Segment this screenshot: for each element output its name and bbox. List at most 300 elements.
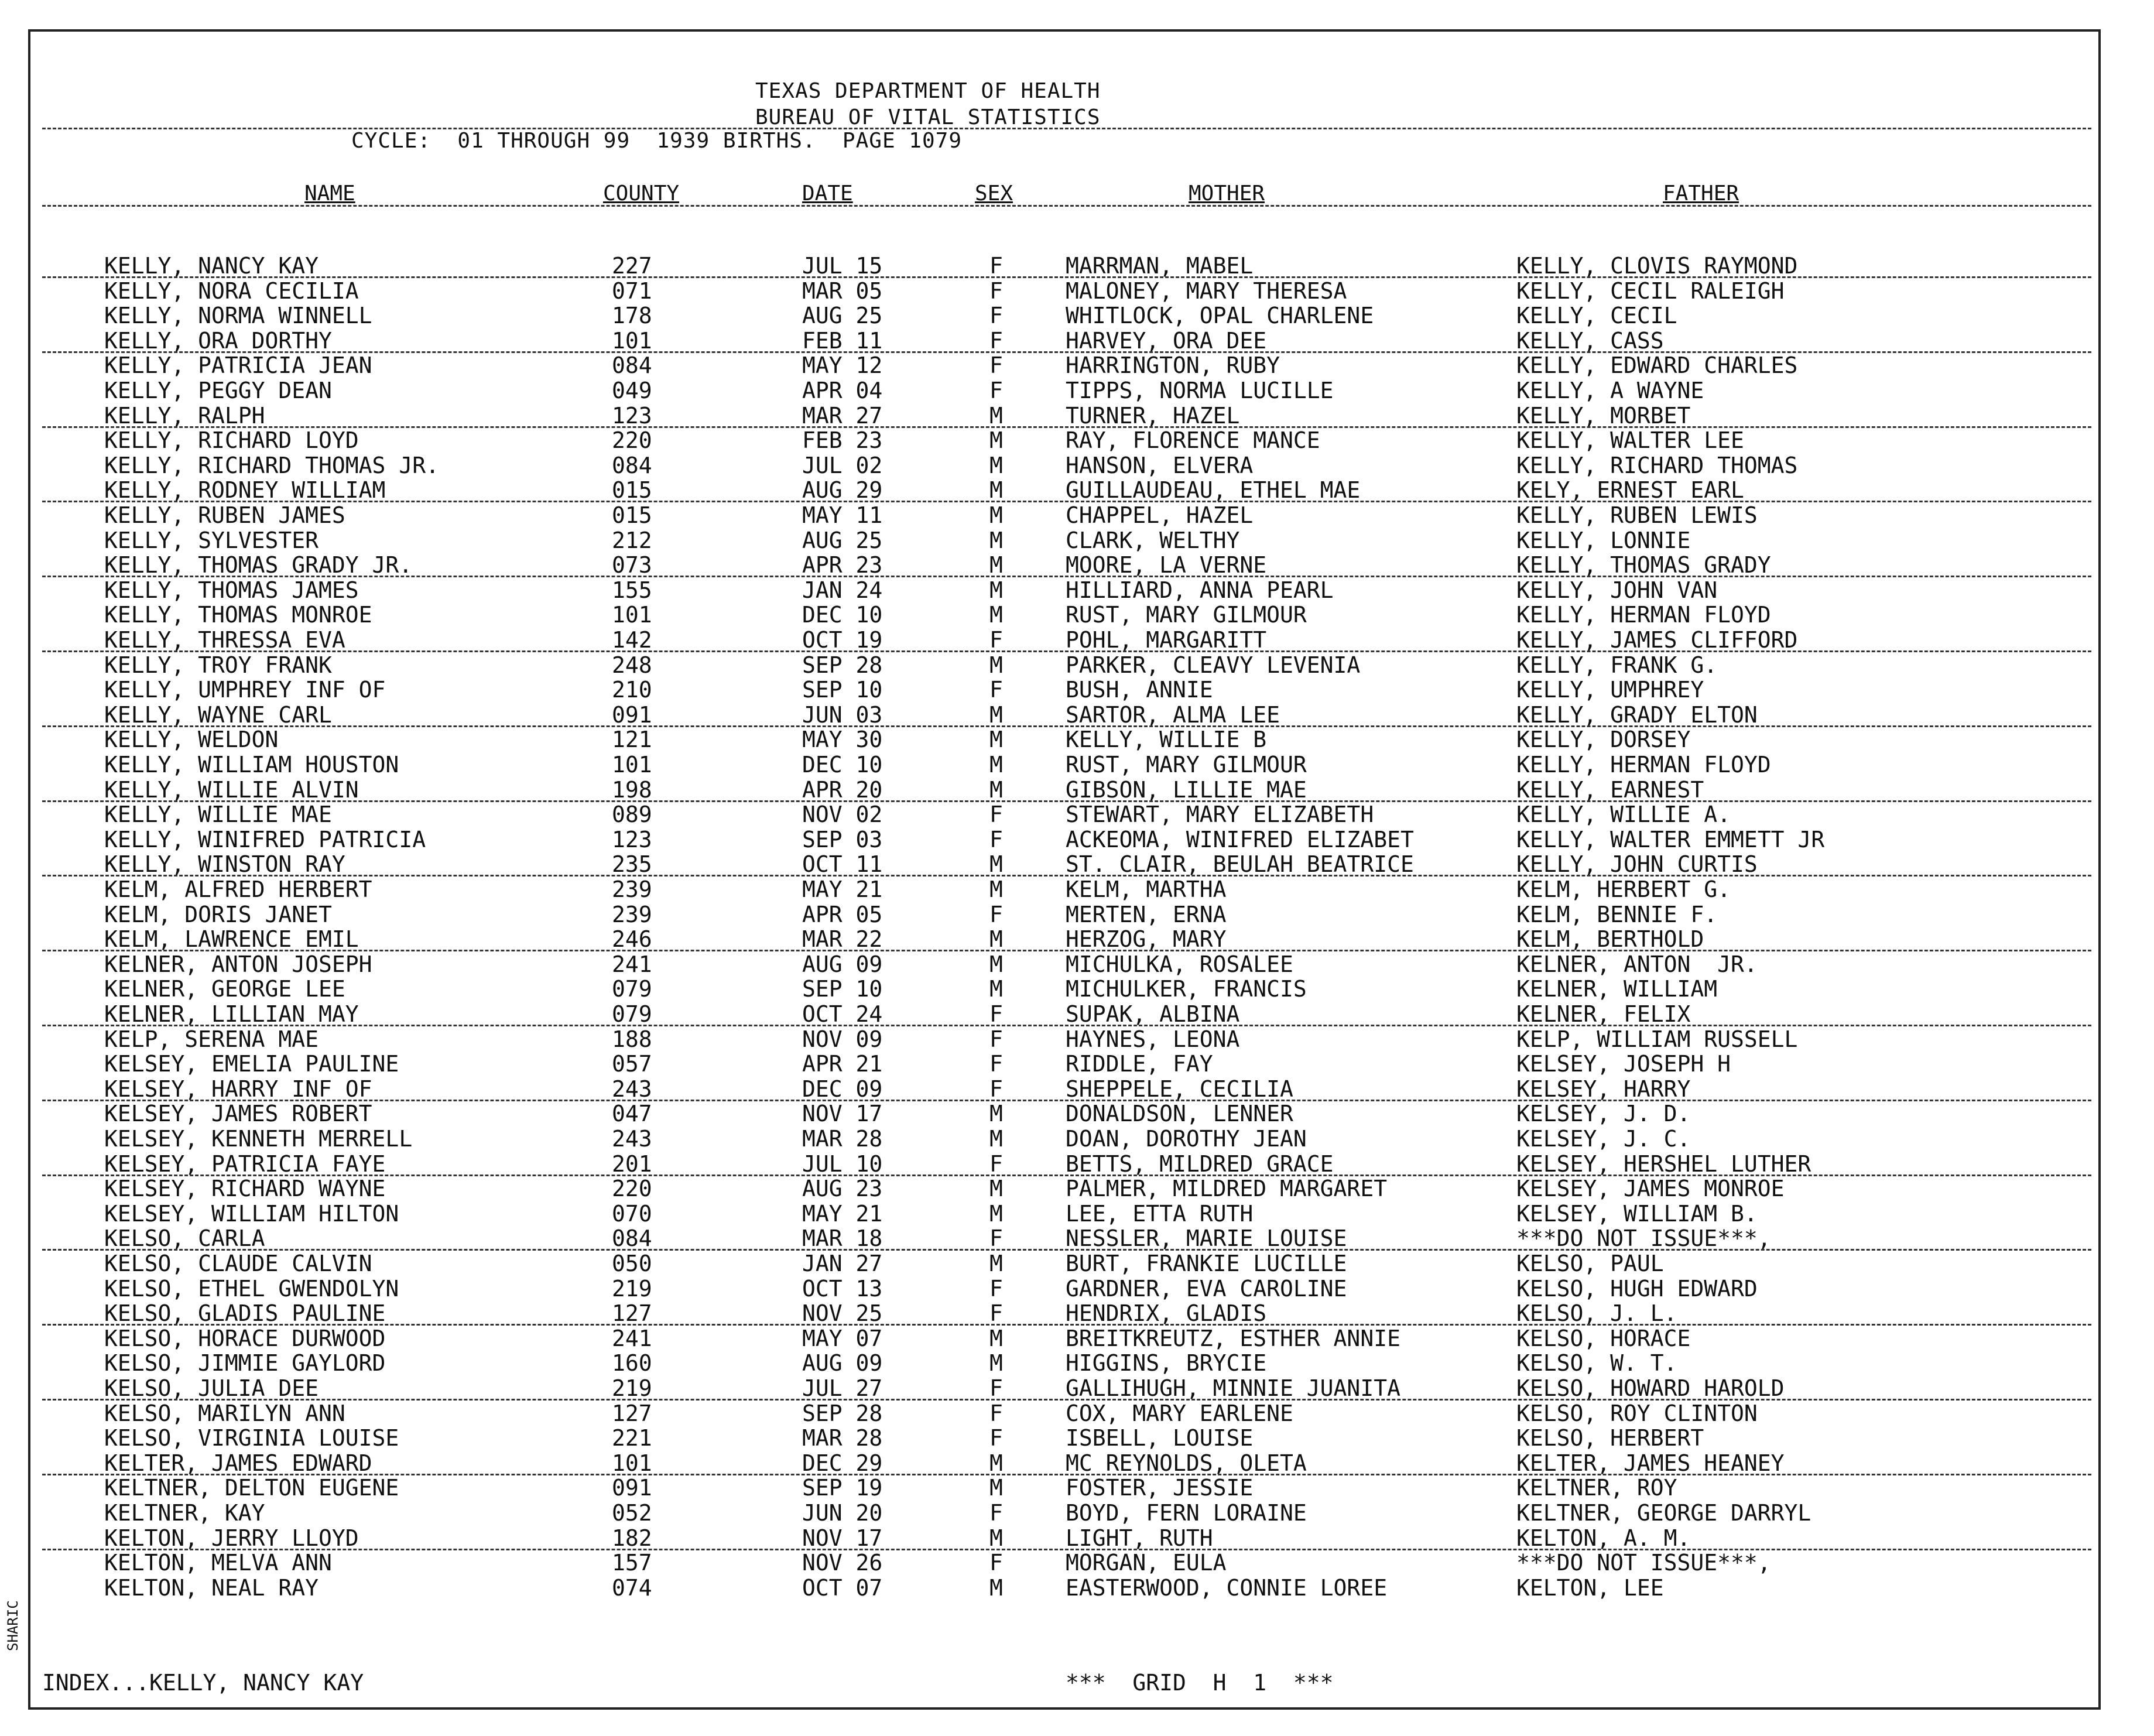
cell-mother: MC REYNOLDS, OLETA bbox=[1066, 1450, 1307, 1476]
cell-sex: F bbox=[989, 352, 1003, 379]
table-row bbox=[0, 427, 2108, 453]
header-department: TEXAS DEPARTMENT OF HEALTH bbox=[755, 79, 1101, 103]
cell-name: KELNER, ANTON JOSEPH bbox=[104, 951, 372, 977]
cell-father: ***DO NOT ISSUE***, bbox=[1516, 1225, 1771, 1252]
cell-county: 074 bbox=[612, 1574, 652, 1601]
cell-date: SEP 10 bbox=[802, 976, 883, 1002]
cell-father: KELSO, HERBERT bbox=[1516, 1425, 1704, 1451]
cell-name: KELM, ALFRED HERBERT bbox=[104, 876, 372, 902]
table-row bbox=[0, 1401, 2108, 1426]
cell-name: KELNER, LILLIAN MAY bbox=[104, 1001, 359, 1027]
cell-father: KELLY, HERMAN FLOYD bbox=[1516, 602, 1771, 628]
cell-mother: PARKER, CLEAVY LEVENIA bbox=[1066, 652, 1361, 678]
cell-date: APR 04 bbox=[802, 378, 883, 403]
cell-mother: GARDNER, EVA CAROLINE bbox=[1066, 1275, 1347, 1302]
cell-mother: HIGGINS, BRYCIE bbox=[1066, 1350, 1267, 1377]
cell-sex: M bbox=[989, 1200, 1003, 1227]
cell-name: KELLY, THOMAS GRADY JR. bbox=[104, 552, 413, 578]
cell-mother: SUPAK, ALBINA bbox=[1066, 1001, 1240, 1027]
table-row bbox=[0, 951, 2108, 977]
cell-father: KELLY, DORSEY bbox=[1516, 727, 1691, 753]
cell-county: 246 bbox=[612, 926, 652, 953]
cell-name: KELLY, WELDON bbox=[104, 727, 279, 753]
cell-father: KELLY, WALTER LEE bbox=[1516, 427, 1744, 454]
cell-father: KELLY, CECIL RALEIGH bbox=[1516, 278, 1785, 304]
cell-father: KELSO, HUGH EDWARD bbox=[1516, 1275, 1758, 1302]
cell-county: 198 bbox=[612, 776, 652, 803]
table-row bbox=[0, 752, 2108, 778]
cell-sex: F bbox=[989, 253, 1003, 279]
cell-father: KELSO, PAUL bbox=[1516, 1251, 1664, 1276]
cell-father: KELM, HERBERT G. bbox=[1516, 876, 1731, 902]
cell-county: 123 bbox=[612, 826, 652, 852]
cell-county: 182 bbox=[612, 1525, 652, 1551]
cell-sex: F bbox=[989, 1051, 1003, 1077]
cell-county: 101 bbox=[612, 1450, 652, 1476]
cell-county: 049 bbox=[612, 378, 652, 403]
cell-sex: M bbox=[989, 652, 1003, 678]
cell-county: 084 bbox=[612, 352, 652, 379]
cell-mother: NESSLER, MARIE LOUISE bbox=[1066, 1225, 1347, 1252]
cell-father: KELLY, GRADY ELTON bbox=[1516, 701, 1758, 728]
table-row bbox=[0, 1350, 2108, 1376]
table-row bbox=[0, 1201, 2108, 1227]
cell-date: MAR 28 bbox=[802, 1425, 883, 1451]
cell-county: 178 bbox=[612, 303, 652, 329]
cell-mother: FOSTER, JESSIE bbox=[1066, 1475, 1254, 1501]
table-row bbox=[0, 702, 2108, 728]
column-header-divider bbox=[42, 205, 2091, 207]
cell-sex: M bbox=[989, 951, 1003, 977]
cell-sex: F bbox=[989, 1425, 1003, 1451]
cell-name: KELP, SERENA MAE bbox=[104, 1026, 319, 1052]
cell-county: 101 bbox=[612, 602, 652, 628]
cell-date: DEC 10 bbox=[802, 752, 883, 778]
cell-sex: M bbox=[989, 976, 1003, 1002]
table-row bbox=[0, 577, 2108, 603]
cell-date: JUN 20 bbox=[802, 1500, 883, 1526]
cell-date: FEB 23 bbox=[802, 427, 883, 454]
cell-county: 210 bbox=[612, 677, 652, 703]
cell-date: SEP 28 bbox=[802, 652, 883, 678]
cell-county: 071 bbox=[612, 278, 652, 304]
cell-mother: BREITKREUTZ, ESTHER ANNIE bbox=[1066, 1325, 1400, 1351]
cell-mother: MORGAN, EULA bbox=[1066, 1550, 1227, 1576]
cell-date: NOV 02 bbox=[802, 802, 883, 828]
cell-father: KELLY, CASS bbox=[1516, 327, 1664, 354]
cell-father: KELSO, ROY CLINTON bbox=[1516, 1400, 1758, 1426]
cell-sex: M bbox=[989, 701, 1003, 728]
cell-name: KELTON, MELVA ANN bbox=[104, 1550, 332, 1576]
cell-sex: M bbox=[989, 1350, 1003, 1377]
cell-mother: LIGHT, RUTH bbox=[1066, 1525, 1213, 1551]
cell-sex: M bbox=[989, 1126, 1003, 1152]
cell-father: KELM, BENNIE F. bbox=[1516, 901, 1718, 927]
cell-name: KELLY, WINSTON RAY bbox=[104, 851, 345, 878]
table-row bbox=[0, 1151, 2108, 1177]
cell-date: NOV 17 bbox=[802, 1101, 883, 1127]
cell-date: JAN 27 bbox=[802, 1251, 883, 1276]
cell-sex: M bbox=[989, 776, 1003, 803]
cell-county: 089 bbox=[612, 802, 652, 828]
cell-date: JUL 10 bbox=[802, 1151, 883, 1177]
cell-sex: F bbox=[989, 1375, 1003, 1401]
cell-county: 157 bbox=[612, 1550, 652, 1576]
cell-date: OCT 11 bbox=[802, 851, 883, 878]
cell-county: 160 bbox=[612, 1350, 652, 1377]
cell-mother: ST. CLAIR, BEULAH BEATRICE bbox=[1066, 851, 1414, 878]
cell-mother: PALMER, MILDRED MARGARET bbox=[1066, 1176, 1388, 1202]
cell-county: 127 bbox=[612, 1400, 652, 1426]
cell-mother: STEWART, MARY ELIZABETH bbox=[1066, 802, 1374, 828]
table-row bbox=[0, 552, 2108, 578]
table-row bbox=[0, 827, 2108, 852]
cell-county: 241 bbox=[612, 1325, 652, 1351]
cell-name: KELSEY, KENNETH MERRELL bbox=[104, 1126, 413, 1152]
cell-mother: ISBELL, LOUISE bbox=[1066, 1425, 1254, 1451]
cell-county: 084 bbox=[612, 452, 652, 478]
cell-date: MAR 27 bbox=[802, 402, 883, 429]
table-row bbox=[0, 1525, 2108, 1551]
cell-mother: LEE, ETTA RUTH bbox=[1066, 1200, 1254, 1227]
cell-date: AUG 25 bbox=[802, 527, 883, 553]
cell-sex: F bbox=[989, 1001, 1003, 1027]
footer-index: INDEX...KELLY, NANCY KAY bbox=[42, 1670, 364, 1696]
cell-mother: SHEPPELE, CECILIA bbox=[1066, 1076, 1293, 1102]
cell-father: KELSEY, J. D. bbox=[1516, 1101, 1691, 1127]
table-row bbox=[0, 1475, 2108, 1501]
cell-name: KELLY, SYLVESTER bbox=[104, 527, 319, 553]
cell-sex: M bbox=[989, 1325, 1003, 1351]
cell-name: KELLY, RUBEN JAMES bbox=[104, 502, 345, 528]
cell-name: KELSO, CLAUDE CALVIN bbox=[104, 1251, 372, 1276]
cell-date: SEP 28 bbox=[802, 1400, 883, 1426]
cell-father: KELTON, LEE bbox=[1516, 1574, 1664, 1601]
table-row bbox=[0, 851, 2108, 877]
cell-mother: DOAN, DOROTHY JEAN bbox=[1066, 1126, 1307, 1152]
cell-mother: HILLIARD, ANNA PEARL bbox=[1066, 577, 1334, 603]
cell-mother: TIPPS, NORMA LUCILLE bbox=[1066, 378, 1334, 403]
cell-date: NOV 09 bbox=[802, 1026, 883, 1052]
cell-date: NOV 17 bbox=[802, 1525, 883, 1551]
cell-father: ***DO NOT ISSUE***, bbox=[1516, 1550, 1771, 1576]
cell-father: KELLY, FRANK G. bbox=[1516, 652, 1718, 678]
cell-date: SEP 03 bbox=[802, 826, 883, 852]
table-row bbox=[0, 876, 2108, 902]
table-row bbox=[0, 303, 2108, 328]
cell-name: KELSO, VIRGINIA LOUISE bbox=[104, 1425, 399, 1451]
table-row bbox=[0, 802, 2108, 827]
cell-county: 155 bbox=[612, 577, 652, 603]
cell-father: KELTON, A. M. bbox=[1516, 1525, 1691, 1551]
table-row bbox=[0, 677, 2108, 703]
cell-father: KELY, ERNEST EARL bbox=[1516, 477, 1744, 504]
cell-county: 091 bbox=[612, 1475, 652, 1501]
column-header-name: NAME bbox=[304, 182, 355, 206]
column-header-mother: MOTHER bbox=[1189, 182, 1265, 206]
cell-county: 047 bbox=[612, 1101, 652, 1127]
cell-sex: M bbox=[989, 602, 1003, 628]
table-row bbox=[0, 926, 2108, 952]
table-row bbox=[0, 1300, 2108, 1326]
cell-date: MAY 21 bbox=[802, 1200, 883, 1227]
side-label: SHARIC bbox=[5, 1600, 21, 1651]
cell-name: KELSEY, EMELIA PAULINE bbox=[104, 1051, 399, 1077]
cell-sex: F bbox=[989, 1300, 1003, 1327]
cell-county: 050 bbox=[612, 1251, 652, 1276]
cell-mother: RUST, MARY GILMOUR bbox=[1066, 602, 1307, 628]
cell-sex: F bbox=[989, 1550, 1003, 1576]
table-row bbox=[0, 777, 2108, 803]
cell-name: KELLY, RICHARD LOYD bbox=[104, 427, 359, 454]
cell-county: 241 bbox=[612, 951, 652, 977]
table-row bbox=[0, 502, 2108, 528]
cell-mother: RIDDLE, FAY bbox=[1066, 1051, 1213, 1077]
column-header-county: COUNTY bbox=[603, 182, 680, 206]
cell-mother: HAYNES, LEONA bbox=[1066, 1026, 1240, 1052]
cell-mother: HENDRIX, GLADIS bbox=[1066, 1300, 1267, 1327]
cell-sex: M bbox=[989, 1176, 1003, 1202]
table-row bbox=[0, 1326, 2108, 1351]
cell-date: JUL 02 bbox=[802, 452, 883, 478]
table-row bbox=[0, 976, 2108, 1002]
column-header-sex: SEX bbox=[975, 182, 1013, 206]
cell-sex: M bbox=[989, 851, 1003, 878]
table-row bbox=[0, 902, 2108, 927]
cell-date: DEC 10 bbox=[802, 602, 883, 628]
cell-mother: BETTS, MILDRED GRACE bbox=[1066, 1151, 1334, 1177]
cell-date: APR 23 bbox=[802, 552, 883, 578]
table-row bbox=[0, 1225, 2108, 1251]
cell-father: KELNER, ANTON JR. bbox=[1516, 951, 1758, 977]
cell-name: KELLY, NORA CECILIA bbox=[104, 278, 359, 304]
cell-sex: F bbox=[989, 1500, 1003, 1526]
cell-county: 123 bbox=[612, 402, 652, 429]
cell-name: KELSO, JIMMIE GAYLORD bbox=[104, 1350, 386, 1377]
cell-date: AUG 09 bbox=[802, 951, 883, 977]
table-row bbox=[0, 1500, 2108, 1526]
cell-name: KELSO, MARILYN ANN bbox=[104, 1400, 345, 1426]
table-row bbox=[0, 278, 2108, 304]
cell-name: KELLY, NORMA WINNELL bbox=[104, 303, 372, 329]
cell-father: KELLY, JOHN CURTIS bbox=[1516, 851, 1758, 878]
cell-mother: RUST, MARY GILMOUR bbox=[1066, 752, 1307, 778]
cell-father: KELLY, A WAYNE bbox=[1516, 378, 1704, 403]
cell-date: SEP 10 bbox=[802, 677, 883, 703]
cell-date: DEC 29 bbox=[802, 1450, 883, 1476]
cell-date: AUG 29 bbox=[802, 477, 883, 504]
cell-sex: M bbox=[989, 926, 1003, 953]
cell-county: 121 bbox=[612, 727, 652, 753]
cell-father: KELP, WILLIAM RUSSELL bbox=[1516, 1026, 1798, 1052]
cell-date: MAY 21 bbox=[802, 876, 883, 902]
cell-date: JAN 24 bbox=[802, 577, 883, 603]
cell-county: 079 bbox=[612, 1001, 652, 1027]
cell-county: 142 bbox=[612, 627, 652, 653]
cell-county: 243 bbox=[612, 1076, 652, 1102]
cell-county: 220 bbox=[612, 1176, 652, 1202]
cell-date: FEB 11 bbox=[802, 327, 883, 354]
cell-sex: F bbox=[989, 378, 1003, 403]
cell-name: KELTON, NEAL RAY bbox=[104, 1574, 319, 1601]
table-row bbox=[0, 1450, 2108, 1476]
cell-county: 070 bbox=[612, 1200, 652, 1227]
cell-date: OCT 13 bbox=[802, 1275, 883, 1302]
cell-name: KELLY, WILLIE MAE bbox=[104, 802, 332, 828]
cell-county: 079 bbox=[612, 976, 652, 1002]
cell-mother: GUILLAUDEAU, ETHEL MAE bbox=[1066, 477, 1361, 504]
cell-father: KELLY, LONNIE bbox=[1516, 527, 1691, 553]
cell-date: AUG 25 bbox=[802, 303, 883, 329]
cell-date: MAY 30 bbox=[802, 727, 883, 753]
cell-sex: M bbox=[989, 477, 1003, 504]
cell-name: KELSO, ETHEL GWENDOLYN bbox=[104, 1275, 399, 1302]
table-row bbox=[0, 1251, 2108, 1276]
cell-date: MAY 11 bbox=[802, 502, 883, 528]
cell-father: KELLY, WALTER EMMETT JR bbox=[1516, 826, 1825, 852]
cell-sex: M bbox=[989, 527, 1003, 553]
cell-father: KELLY, MORBET bbox=[1516, 402, 1691, 429]
cell-date: MAY 12 bbox=[802, 352, 883, 379]
footer-grid: *** GRID H 1 *** bbox=[1066, 1670, 1334, 1696]
cell-date: OCT 07 bbox=[802, 1574, 883, 1601]
cell-name: KELLY, RICHARD THOMAS JR. bbox=[104, 452, 439, 478]
cell-date: OCT 19 bbox=[802, 627, 883, 653]
cell-father: KELNER, FELIX bbox=[1516, 1001, 1691, 1027]
cell-father: KELLY, EARNEST bbox=[1516, 776, 1704, 803]
cell-name: KELLY, WILLIE ALVIN bbox=[104, 776, 359, 803]
cell-date: OCT 24 bbox=[802, 1001, 883, 1027]
cell-county: 239 bbox=[612, 876, 652, 902]
cell-sex: F bbox=[989, 901, 1003, 927]
table-row bbox=[0, 1375, 2108, 1401]
cell-name: KELLY, PEGGY DEAN bbox=[104, 378, 332, 403]
cell-name: KELSEY, HARRY INF OF bbox=[104, 1076, 372, 1102]
cell-father: KELSEY, JOSEPH H bbox=[1516, 1051, 1731, 1077]
cell-sex: M bbox=[989, 1251, 1003, 1276]
cell-name: KELLY, THOMAS JAMES bbox=[104, 577, 359, 603]
cell-date: NOV 25 bbox=[802, 1300, 883, 1327]
table-row bbox=[0, 352, 2108, 378]
cell-mother: HARRINGTON, RUBY bbox=[1066, 352, 1280, 379]
cell-father: KELSO, W. T. bbox=[1516, 1350, 1677, 1377]
cell-father: KELSO, J. L. bbox=[1516, 1300, 1677, 1327]
cell-county: 243 bbox=[612, 1126, 652, 1152]
cell-county: 052 bbox=[612, 1500, 652, 1526]
cell-name: KELLY, UMPHREY INF OF bbox=[104, 677, 386, 703]
cell-date: APR 20 bbox=[802, 776, 883, 803]
cell-father: KELTNER, ROY bbox=[1516, 1475, 1677, 1501]
cell-father: KELLY, JAMES CLIFFORD bbox=[1516, 627, 1798, 653]
cell-mother: TURNER, HAZEL bbox=[1066, 402, 1240, 429]
cell-county: 091 bbox=[612, 701, 652, 728]
cell-mother: WHITLOCK, OPAL CHARLENE bbox=[1066, 303, 1374, 329]
cell-father: KELM, BERTHOLD bbox=[1516, 926, 1704, 953]
cell-father: KELSEY, JAMES MONROE bbox=[1516, 1176, 1785, 1202]
cell-date: JUL 27 bbox=[802, 1375, 883, 1401]
cell-name: KELM, LAWRENCE EMIL bbox=[104, 926, 359, 953]
cell-county: 015 bbox=[612, 502, 652, 528]
cell-father: KELSO, HORACE bbox=[1516, 1325, 1691, 1351]
cell-sex: M bbox=[989, 427, 1003, 454]
cell-mother: GALLIHUGH, MINNIE JUANITA bbox=[1066, 1375, 1400, 1401]
cell-mother: HERZOG, MARY bbox=[1066, 926, 1227, 953]
cell-name: KELTNER, KAY bbox=[104, 1500, 265, 1526]
table-row bbox=[0, 253, 2108, 279]
cell-sex: M bbox=[989, 1475, 1003, 1501]
cell-name: KELLY, WINIFRED PATRICIA bbox=[104, 826, 426, 852]
cell-father: KELLY, CLOVIS RAYMOND bbox=[1516, 253, 1798, 279]
cell-sex: M bbox=[989, 1574, 1003, 1601]
table-row bbox=[0, 627, 2108, 653]
cell-mother: MICHULKA, ROSALEE bbox=[1066, 951, 1293, 977]
cell-name: KELSEY, JAMES ROBERT bbox=[104, 1101, 372, 1127]
cell-mother: COX, MARY EARLENE bbox=[1066, 1400, 1293, 1426]
cell-name: KELLY, NANCY KAY bbox=[104, 253, 319, 279]
cell-name: KELTNER, DELTON EUGENE bbox=[104, 1475, 399, 1501]
cell-name: KELLY, RALPH bbox=[104, 402, 265, 429]
cell-father: KELSEY, HARRY bbox=[1516, 1076, 1691, 1102]
cell-father: KELLY, JOHN VAN bbox=[1516, 577, 1718, 603]
cell-mother: MICHULKER, FRANCIS bbox=[1066, 976, 1307, 1002]
cell-county: 101 bbox=[612, 327, 652, 354]
cell-sex: M bbox=[989, 876, 1003, 902]
table-row bbox=[0, 602, 2108, 628]
cell-sex: F bbox=[989, 1151, 1003, 1177]
cell-mother: KELM, MARTHA bbox=[1066, 876, 1227, 902]
cell-date: APR 21 bbox=[802, 1051, 883, 1077]
cell-county: 235 bbox=[612, 851, 652, 878]
cell-sex: F bbox=[989, 802, 1003, 828]
cell-mother: EASTERWOOD, CONNIE LOREE bbox=[1066, 1574, 1388, 1601]
table-row bbox=[0, 1001, 2108, 1027]
cell-date: APR 05 bbox=[802, 901, 883, 927]
table-row bbox=[0, 477, 2108, 503]
cell-mother: RAY, FLORENCE MANCE bbox=[1066, 427, 1320, 454]
cell-sex: M bbox=[989, 1525, 1003, 1551]
cell-mother: CHAPPEL, HAZEL bbox=[1066, 502, 1254, 528]
cell-sex: F bbox=[989, 1026, 1003, 1052]
column-header-date: DATE bbox=[802, 182, 853, 206]
cell-county: 127 bbox=[612, 1300, 652, 1327]
cell-mother: POHL, MARGARITT bbox=[1066, 627, 1267, 653]
cell-sex: M bbox=[989, 727, 1003, 753]
cell-county: 219 bbox=[612, 1275, 652, 1302]
cell-sex: F bbox=[989, 1225, 1003, 1252]
cell-date: MAR 22 bbox=[802, 926, 883, 953]
cell-county: 015 bbox=[612, 477, 652, 504]
cell-father: KELLY, UMPHREY bbox=[1516, 677, 1704, 703]
cell-county: 239 bbox=[612, 901, 652, 927]
cell-name: KELLY, THRESSA EVA bbox=[104, 627, 345, 653]
cell-date: JUL 15 bbox=[802, 253, 883, 279]
cell-mother: GIBSON, LILLIE MAE bbox=[1066, 776, 1307, 803]
cell-mother: BURT, FRANKIE LUCILLE bbox=[1066, 1251, 1347, 1276]
cell-county: 219 bbox=[612, 1375, 652, 1401]
cell-name: KELSO, CARLA bbox=[104, 1225, 265, 1252]
cell-father: KELSEY, J. C. bbox=[1516, 1126, 1691, 1152]
cell-father: KELLY, EDWARD CHARLES bbox=[1516, 352, 1798, 379]
cell-name: KELTER, JAMES EDWARD bbox=[104, 1450, 372, 1476]
cell-mother: HARVEY, ORA DEE bbox=[1066, 327, 1267, 354]
cell-mother: KELLY, WILLIE B bbox=[1066, 727, 1267, 753]
table-row bbox=[0, 528, 2108, 553]
cell-date: DEC 09 bbox=[802, 1076, 883, 1102]
cell-county: 220 bbox=[612, 427, 652, 454]
cell-date: MAR 18 bbox=[802, 1225, 883, 1252]
cell-name: KELSEY, WILLIAM HILTON bbox=[104, 1200, 399, 1227]
cell-mother: BOYD, FERN LORAINE bbox=[1066, 1500, 1307, 1526]
